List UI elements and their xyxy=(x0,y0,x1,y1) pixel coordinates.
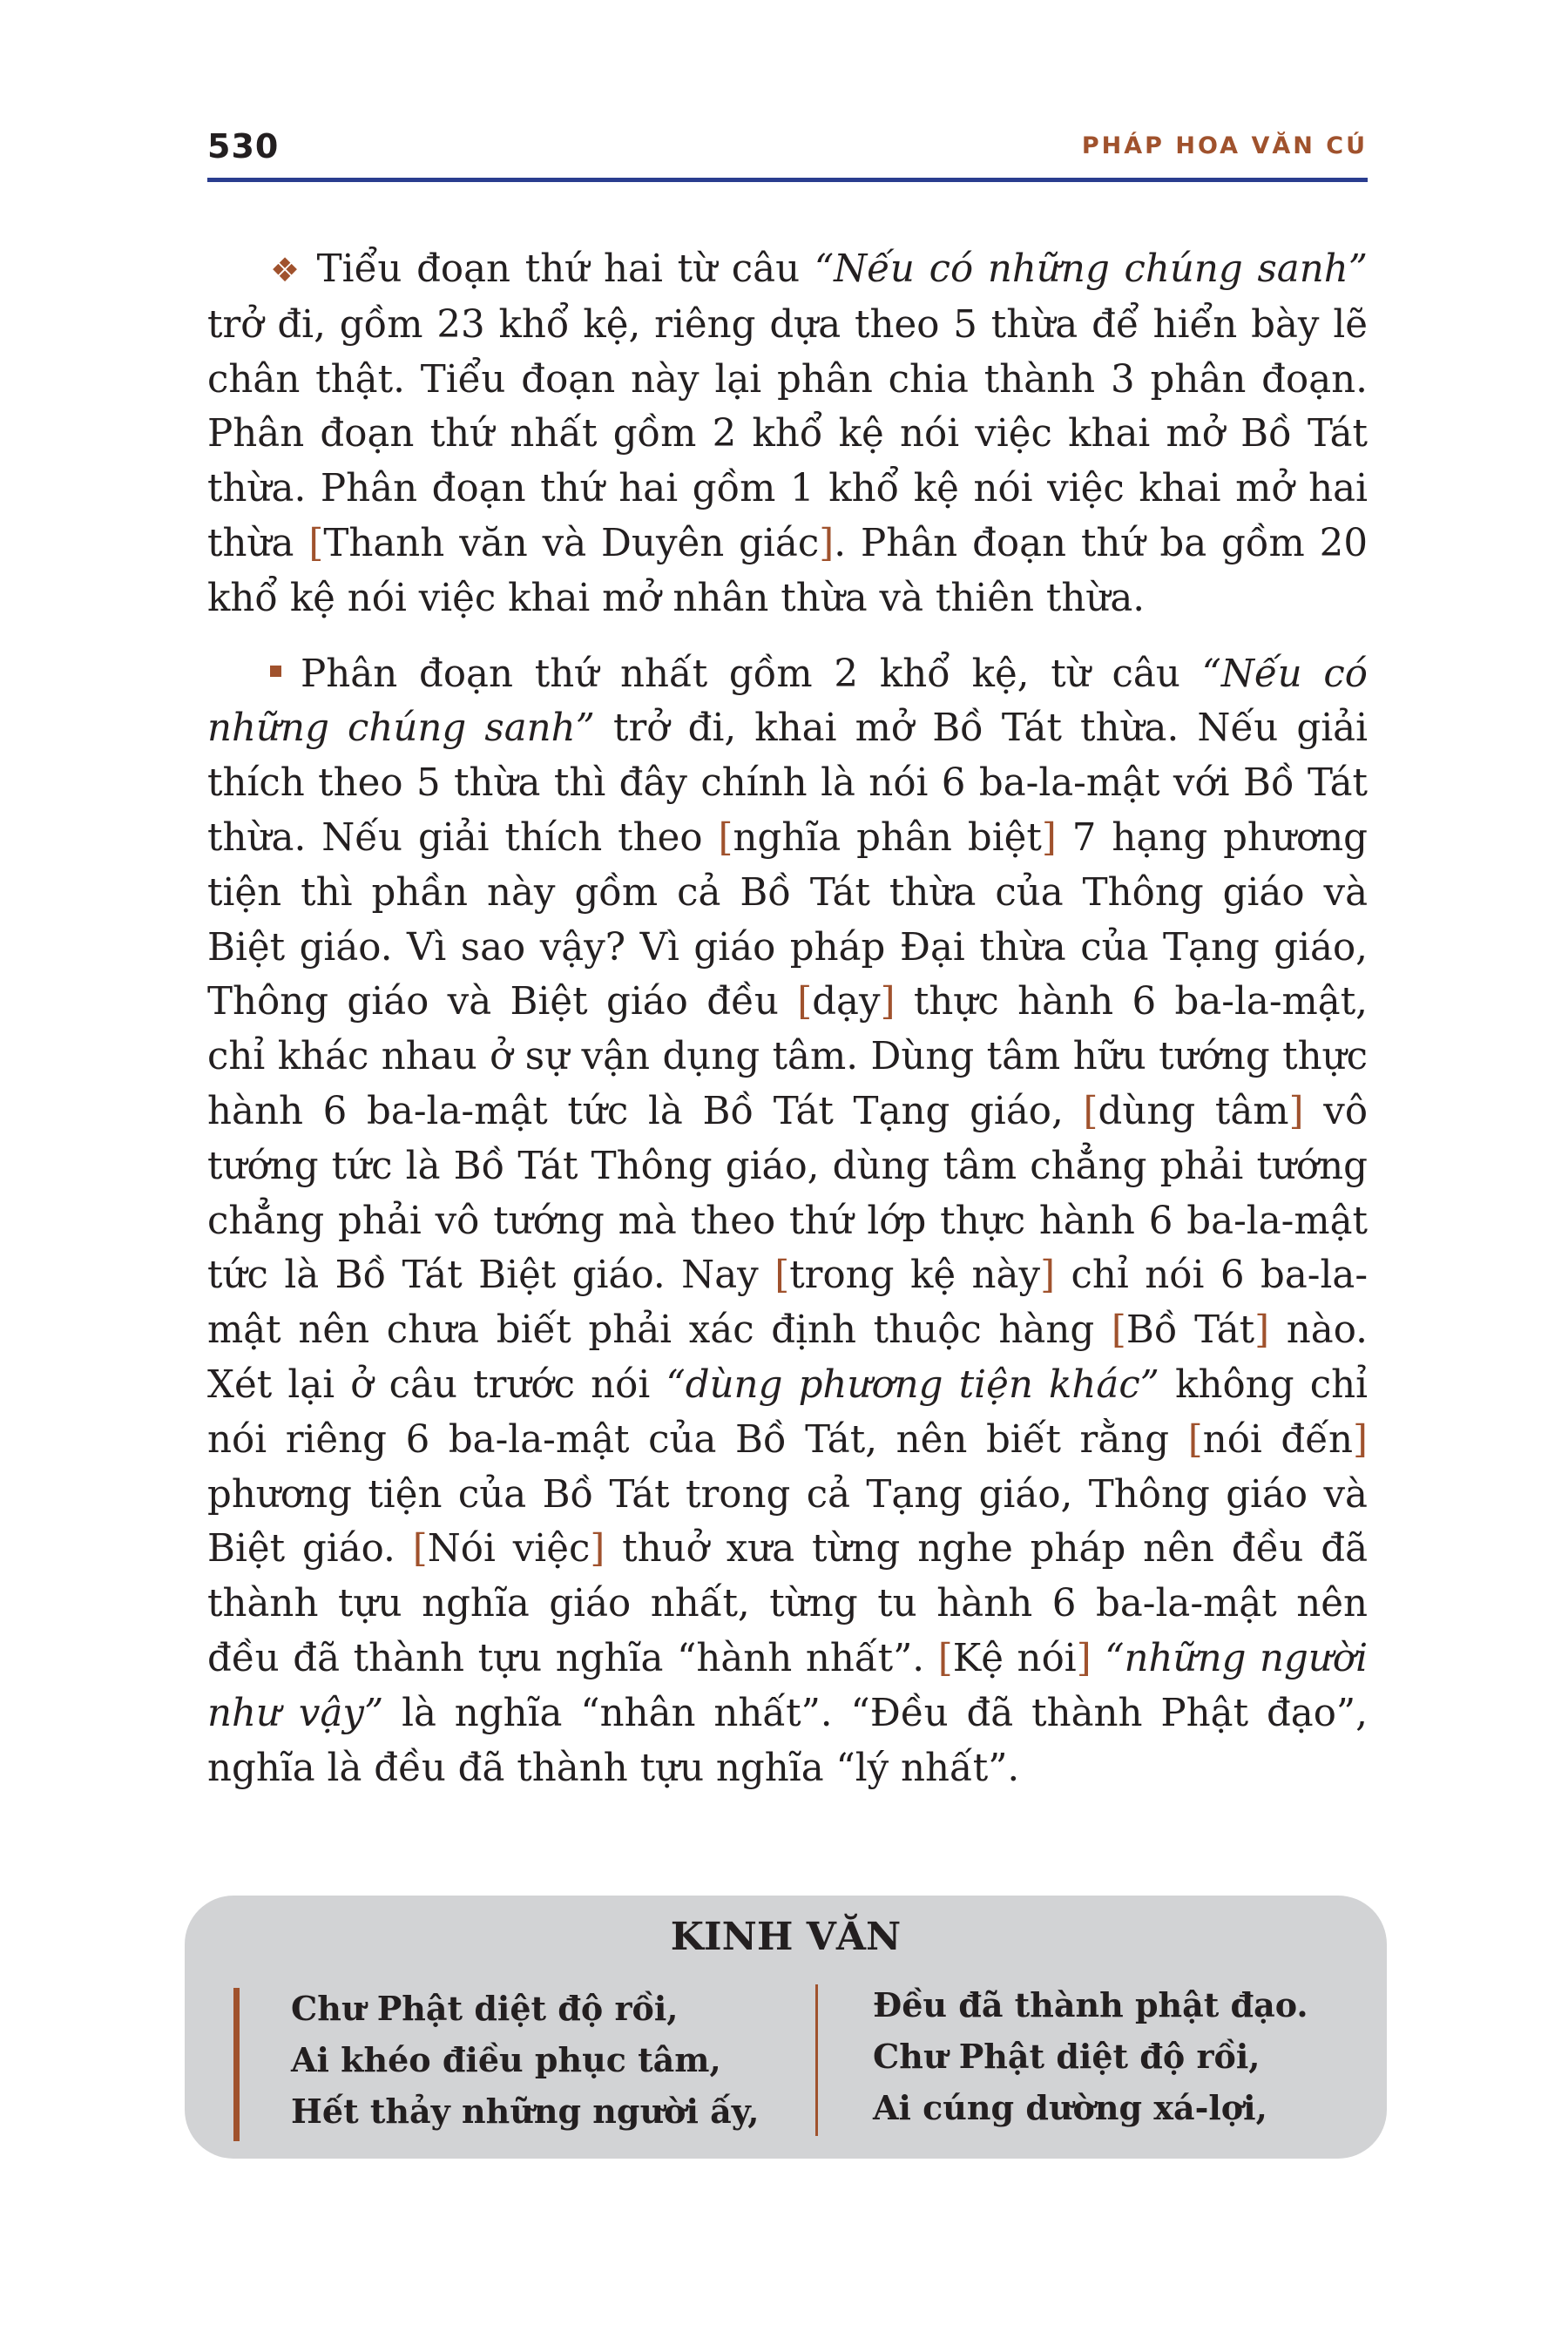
verse-line: Đều đã thành phật đạo. xyxy=(873,1985,1308,2024)
paragraph-2: Phân đoạn thứ nhất gồm 2 khổ kệ, từ câu “Nếu có những chúng sanh” trở đi, khai mở Bồ Tát thừa. Nếu giải thích theo 5 thừa thì đây chính là nói 6 ba-la-mật với Bồ Tát thừa. Nếu giải thích theo [nghĩa phân biệt] 7 hạng phương tiện thì phần này gồm cả Bồ Tát thừa của Thông giáo và Biệt giáo. Vì sao vậy? Vì giáo pháp Đại thừa của Tạng giáo, Thông giáo và Biệt giáo đều [dạy] thực hành 6 ba-la-mật, chỉ khác nhau ở sự vận dụng tâm. Dùng tâm hữu tướng thực hành 6 ba-la-mật tức là Bồ Tát Tạng giáo, [dùng tâm] vô tướng tức là Bồ Tát Thông giáo, dùng tâm chẳng phải tướng chẳng phải vô tướng mà theo thứ lớp thực hành 6 ba-la-mật tức là Bồ Tát Biệt giáo. Nay [trong kệ này] chỉ nói 6 ba-la-mật nên chưa biết phải xác định thuộc hàng [Bồ Tát] nào. Xét lại ở câu trước nói “dùng phương tiện khác” không chỉ nói riêng 6 ba-la-mật của Bồ Tát, nên biết rằng [nói đến] phương tiện của Bồ Tát trong cả Tạng giáo, Thông giáo và Biệt giáo. [Nói việc] thuở xưa từng nghe pháp nên đều đã thành tựu nghĩa giáo nhất, từng tu hành 6 ba-la-mật nên đều đã thành tựu nghĩa “hành nhất”. [Kệ nói] “những người như vậy” là nghĩa “nhân nhất”. “Đều đã thành Phật đạo”, nghĩa là đều đã thành tựu nghĩa “lý nhất”. xyxy=(207,652,1369,1790)
bracketed-text: Bồ Tát xyxy=(1125,1308,1255,1353)
verse-line: Hết thảy những người ấy, xyxy=(291,2092,760,2131)
bracketed-text: dạy xyxy=(812,980,881,1024)
verse-line: Ai cúng dường xá-lợi, xyxy=(873,2088,1267,2127)
bracketed-text: trong kệ này xyxy=(789,1254,1041,1298)
verse-line: Chư Phật diệt độ rồi, xyxy=(291,1989,679,2028)
verse-line: Chư Phật diệt độ rồi, xyxy=(873,2037,1260,2076)
quote: “những người như vậy” xyxy=(207,1636,1369,1735)
bracketed-text: nói đến xyxy=(1202,1417,1354,1462)
bracketed-text: nghĩa phân biệt xyxy=(733,815,1042,860)
bracket-open: [ xyxy=(308,521,324,565)
page-number: 530 xyxy=(207,127,280,166)
scripture-box xyxy=(185,1896,1387,2159)
bracketed-text: Nói việc xyxy=(427,1527,591,1571)
quote: “dùng phương tiện khác” xyxy=(666,1362,1159,1407)
bracketed-text: Thanh văn và Duyên giác xyxy=(323,521,820,565)
paragraph-1: ❖ Tiểu đoạn thứ hai từ câu “Nếu có những chúng sanh” trở đi, gồm 23 khổ kệ, riêng dựa theo 5 thừa để hiển bày lẽ chân thật. Tiểu đoạn này lại phân chia thành 3 phân đoạn. Phân đoạn thứ nhất gồm 2 khổ kệ nói việc khai mở Bồ Tát thừa. Phân đoạn thứ hai gồm 1 khổ kệ nói việc khai mở hai thừa [Thanh văn và Duyên giác]. Phân đoạn thứ ba gồm 20 khổ kệ nói việc khai mở nhân thừa và thiên thừa. xyxy=(207,247,1368,620)
verse-line: Ai khéo điều phục tâm, xyxy=(291,2040,721,2079)
page-header xyxy=(207,124,1368,182)
body-text xyxy=(207,242,1368,1816)
quote: “Nếu có những chúng sanh” xyxy=(207,652,1368,751)
verse-bar xyxy=(815,1984,818,2136)
quote: “Nếu có những chúng sanh” xyxy=(814,247,1368,291)
bracketed-text: dùng tâm xyxy=(1098,1089,1289,1133)
square-bullet-icon xyxy=(270,666,281,677)
bracketed-text: Kệ nói xyxy=(952,1636,1077,1680)
diamond-bullet-icon: ❖ xyxy=(270,251,302,289)
bracket-close: ] xyxy=(819,521,835,565)
running-title: PHÁP HOA VĂN CÚ xyxy=(1081,132,1368,159)
verse-bar xyxy=(233,1988,240,2141)
scripture-title: KINH VĂN xyxy=(670,1915,902,1959)
